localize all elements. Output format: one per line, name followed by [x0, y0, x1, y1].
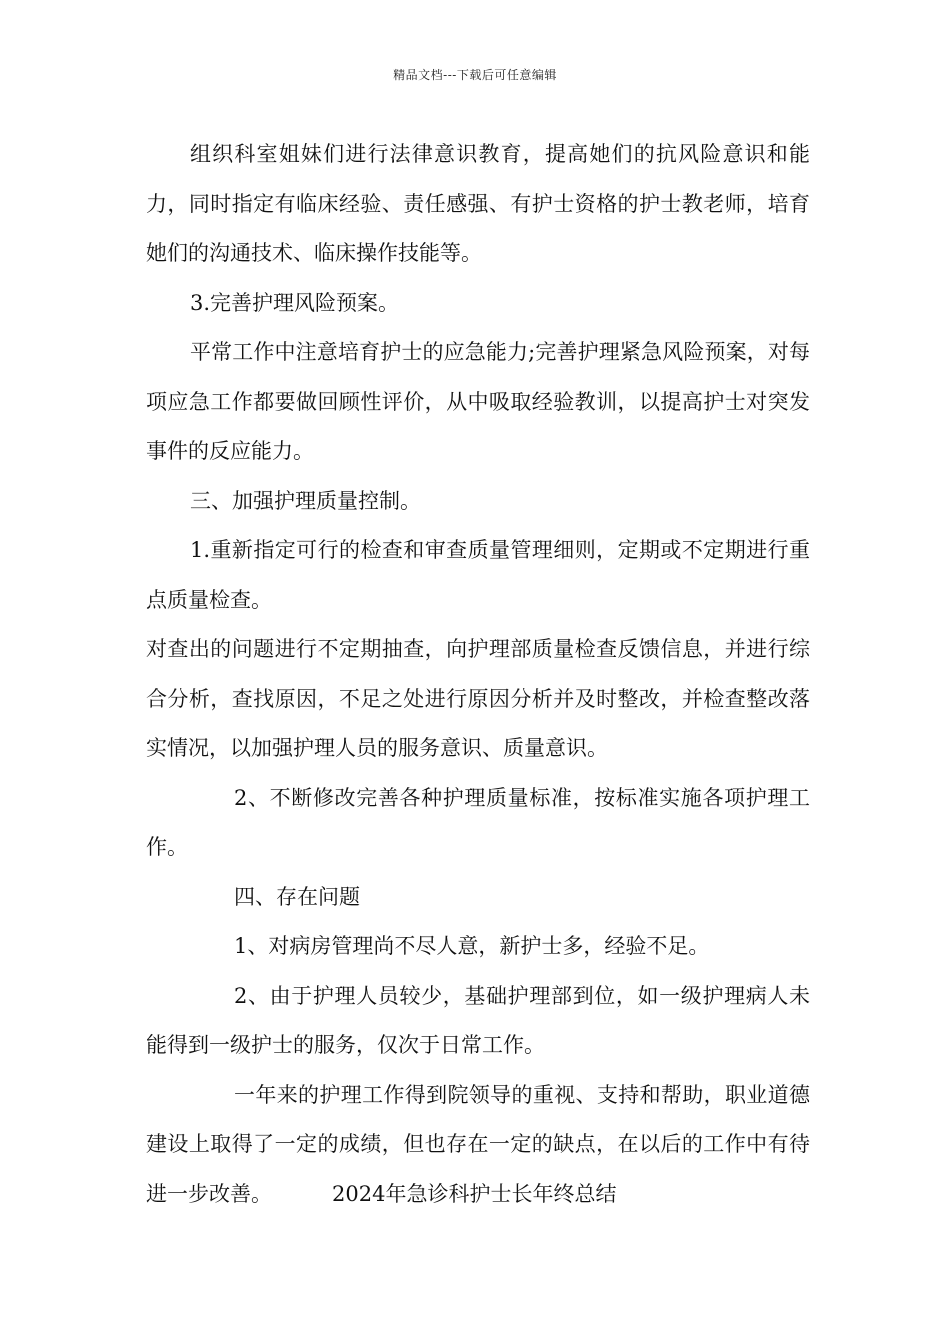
paragraph-legal-education: 组织科室姐妹们进行法律意识教育，提高她们的抗风险意识和能力，同时指定有临床经验、责任感强、有护士资格的护士教老师，培育她们的沟通技术、临床操作技能等。 [146, 142, 810, 265]
heading-existing-problems: 四、存在问题 [234, 884, 360, 909]
paragraph-emergency-ability: 平常工作中注意培育护士的应急能力;完善护理紧急风险预案，对每项应急工作都要做回顾性评价，从中吸取经验教训，以提高护士对突发事件的反应能力。 [146, 340, 810, 463]
paragraph-problem-followup: 对查出的问题进行不定期抽查，向护理部质量检查反馈信息，并进行综合分析，查找原因，不足之处进行原因分析并及时整改，并检查整改落实情况，以加强护理人员的服务意识、质量意识。 [146, 637, 810, 760]
next-document-title: 2024年急诊科护士长年终总结 [332, 1181, 617, 1206]
heading-quality-control: 三、加强护理质量控制。 [190, 488, 421, 513]
page-header: 精品文档---下载后可任意编辑 [393, 68, 557, 82]
paragraph-inspection-rules: 1.重新指定可行的检查和审查质量管理细则，定期或不定期进行重点质量检查。 [146, 538, 810, 612]
paragraph-staff-shortage: 2、由于护理人员较少，基础护理部到位，如一级护理病人未能得到一级护士的服务，仅次于日常工作。 [146, 983, 810, 1057]
year-summary-text: 一年来的护理工作得到院领导的重视、支持和帮助，职业道德建设上取得了一定的成绩，但也存在一定的缺点，在以后的工作中有待进一步改善。 [146, 1082, 810, 1206]
paragraph-quality-standards: 2、不断修改完善各种护理质量标准，按标准实施各项护理工作。 [146, 785, 810, 859]
heading-risk-plan: 3.完善护理风险预案。 [190, 290, 400, 315]
document-body [146, 130, 810, 1219]
paragraph-ward-management: 1、对病房管理尚不尽人意，新护士多，经验不足。 [234, 934, 710, 958]
paragraph-year-summary [146, 1071, 810, 1220]
